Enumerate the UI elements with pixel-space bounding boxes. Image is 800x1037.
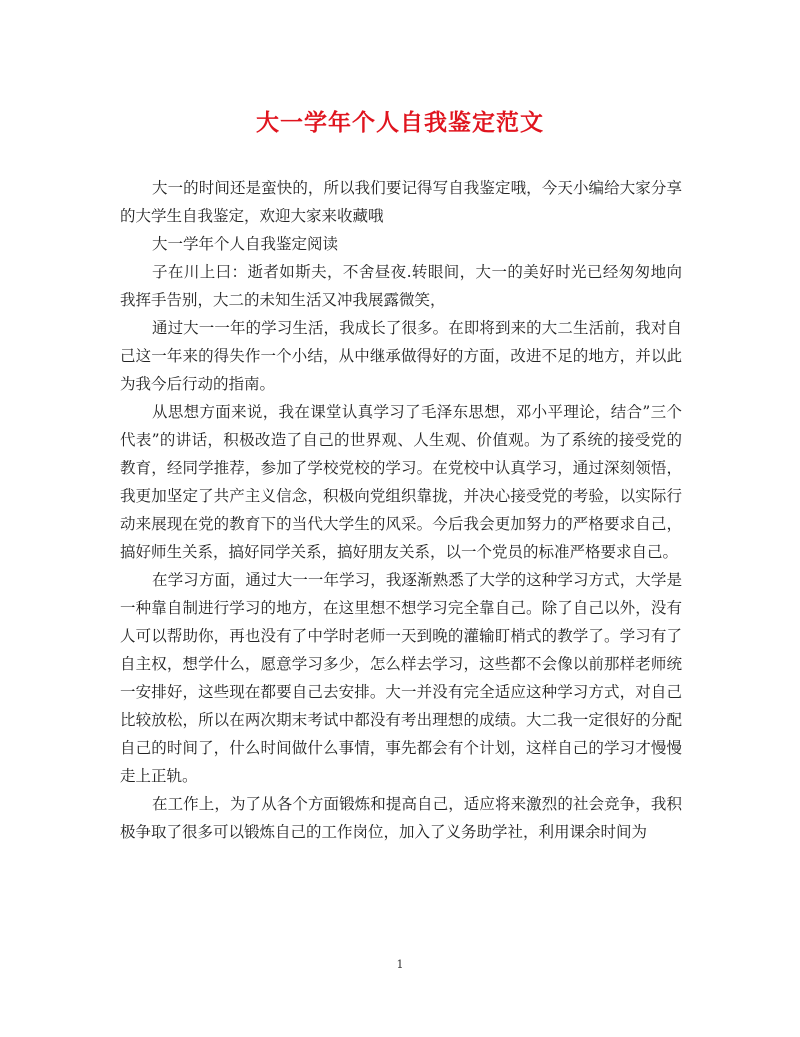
document-title: 大一学年个人自我鉴定范文 <box>256 109 544 136</box>
paragraph-summary: 通过大一一年的学习生活，我成长了很多。在即将到来的大二生活前，我对自己这一年来的得失作一个小结，从中继承做得好的方面，改进不足的地方，并以此为我今后行动的指南。 <box>120 319 682 393</box>
paragraph-ideology: 从思想方面来说，我在课堂认真学习了毛泽东思想，邓小平理论，结合”三个代表”的讲话，积极改造了自己的世界观、人生观、价值观。为了系统的接受党的教育，经同学推荐，参加了学校党校的学习。在党校中认真学习，通过深刻领悟，我更加坚定了共产主义信念，积极向党组织靠拢，并决心接受党的考验，以实际行动来展现在党的教育下的当代大学生的风采。今后我会更加努力的严格要求自己，搞好师生关系，搞好同学关系，搞好朋友关系，以一个党员的标准严格要求自己。 <box>120 403 682 561</box>
page-number: 1 <box>396 958 404 971</box>
paragraph-subheading: 大一学年个人自我鉴定阅读 <box>152 235 339 253</box>
paragraph-study: 在学习方面，通过大一一年学习，我逐渐熟悉了大学的这种学习方式，大学是一种靠自制进行学习的地方，在这里想不想学习完全靠自己。除了自己以外，没有人可以帮助你，再也没有了中学时老师一天到晚的灌输盯梢式的教学了。学习有了自主权，想学什么，愿意学习多少，怎么样去学习，这些都不会像以前那样老师统一安排好，这些现在都要自己去安排。大一并没有完全适应这种学习方式，对自己比较放松，所以在两次期末考试中都没有考出理想的成绩。大二我一定很好的分配自己的时间了，什么时间做什么事情，事先都会有个计划，这样自己的学习才慢慢走上正轨。 <box>120 571 682 785</box>
paragraph-intro: 大一的时间还是蛮快的，所以我们要记得写自我鉴定哦，今天小编给大家分享的大学生自我鉴定，欢迎大家来收藏哦 <box>120 179 682 225</box>
document-body <box>120 174 682 846</box>
paragraph-opening: 子在川上曰：逝者如斯夫，不舍昼夜.转眼间，大一的美好时光已经匆匆地向我挥手告别，大二的未知生活又冲我展露微笑， <box>120 263 682 309</box>
paragraph-work: 在工作上，为了从各个方面锻炼和提高自己，适应将来激烈的社会竞争，我积极争取了很多可以锻炼自己的工作岗位，加入了义务助学社，利用课余时间为 <box>120 795 682 841</box>
